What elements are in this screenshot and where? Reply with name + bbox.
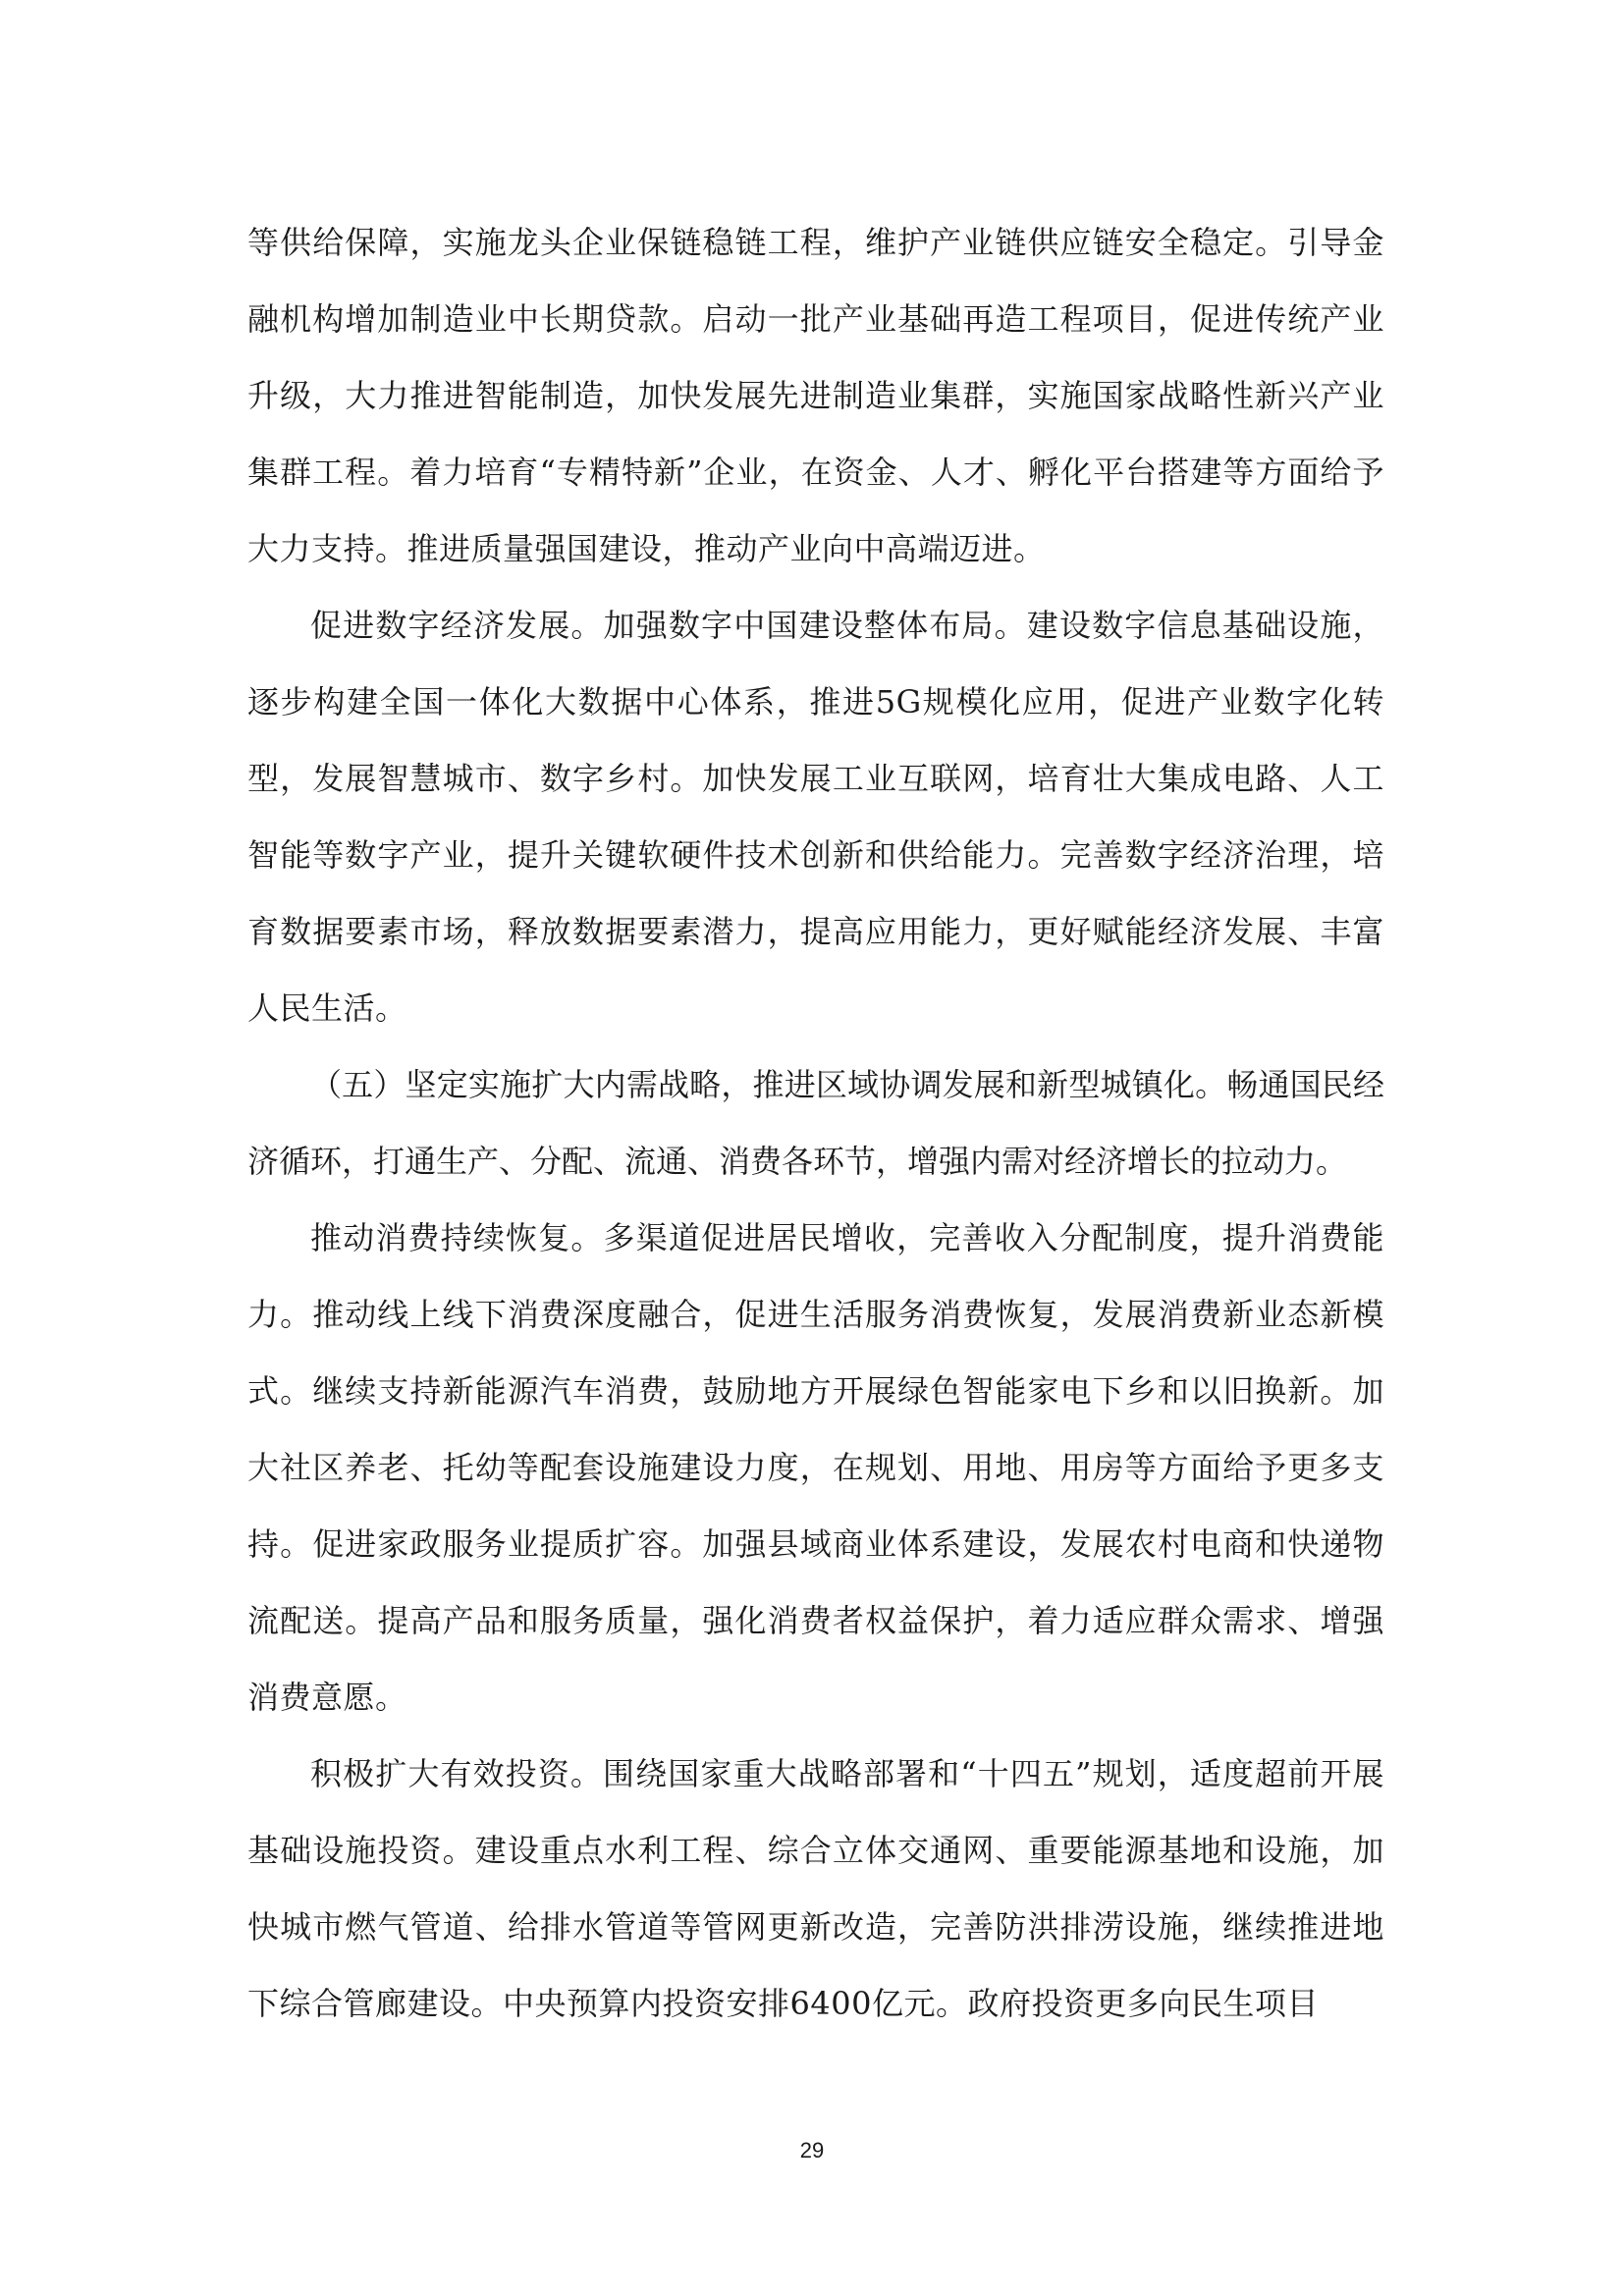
- paragraph-digital-economy: 促进数字经济发展。加强数字中国建设整体布局。建设数字信息基础设施，逐步构建全国一体化大数据中心体系，推进5G规模化应用，促进产业数字化转型，发展智慧城市、数字乡村。加快发展工业互联网，培育壮大集成电路、人工智能等数字产业，提升关键软硬件技术创新和供给能力。完善数字经济治理，培育数据要素市场，释放数据要素潜力，提高应用能力，更好赋能经济发展、丰富人民生活。: [247, 607, 1384, 1027]
- paragraph-domestic-demand-heading: （五）坚定实施扩大内需战略，推进区域协调发展和新型城镇化。畅通国民经济循环，打通生产、分配、流通、消费各环节，增强内需对经济增长的拉动力。: [247, 1066, 1384, 1180]
- page-number: 29: [799, 2138, 825, 2163]
- paragraph-industry-chain: 等供给保障，实施龙头企业保链稳链工程，维护产业链供应链安全稳定。引导金融机构增加制造业中长期贷款。启动一批产业基础再造工程项目，促进传统产业升级，大力推进智能制造，加快发展先进制造业集群，实施国家战略性新兴产业集群工程。着力培育“专精特新”企业，在资金、人才、孵化平台搭建等方面给予大力支持。推进质量强国建设，推动产业向中高端迈进。: [247, 224, 1384, 567]
- paragraph-investment: 积极扩大有效投资。围绕国家重大战略部署和“十四五”规划，适度超前开展基础设施投资。建设重点水利工程、综合立体交通网、重要能源基地和设施，加快城市燃气管道、给排水管道等管网更新改造，完善防洪排涝设施，继续推进地下综合管廊建设。中央预算内投资安排6400亿元。政府投资更多向民生项目: [247, 1755, 1384, 2022]
- body-text: [247, 204, 1384, 2042]
- paragraph-consumption: 推动消费持续恢复。多渠道促进居民增收，完善收入分配制度，提升消费能力。推动线上线下消费深度融合，促进生活服务消费恢复，发展消费新业态新模式。继续支持新能源汽车消费，鼓励地方开展绿色智能家电下乡和以旧换新。加大社区养老、托幼等配套设施建设力度，在规划、用地、用房等方面给予更多支持。促进家政服务业提质扩容。加强县域商业体系建设，发展农村电商和快递物流配送。提高产品和服务质量，强化消费者权益保护，着力适应群众需求、增强消费意愿。: [247, 1219, 1384, 1716]
